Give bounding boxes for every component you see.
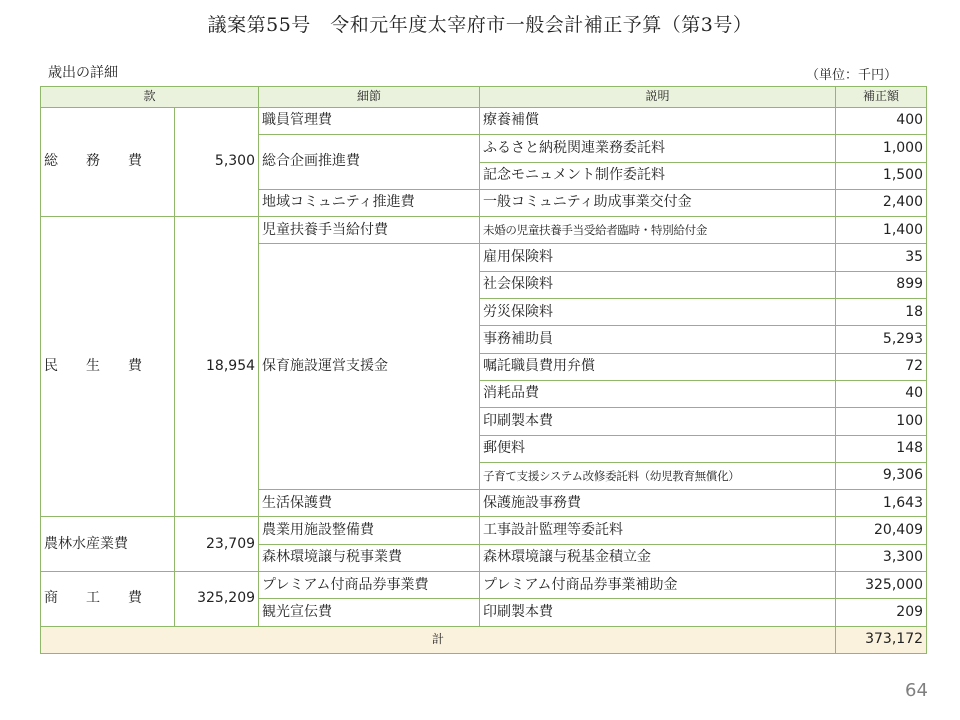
amount-cell: 20,409: [836, 517, 927, 544]
desc-cell: 森林環境譲与税基金積立金: [480, 544, 836, 571]
desc-cell: 社会保険料: [480, 271, 836, 298]
saisetsu-cell: プレミアム付商品券事業費: [259, 572, 480, 599]
desc-cell: ふるさと納税関連業務委託料: [480, 135, 836, 162]
kan-minsei-amount: 18,954: [175, 217, 259, 517]
kan-shoukou: 商 工 費: [41, 572, 175, 627]
amount-cell: 1,400: [836, 217, 927, 244]
desc-cell: 事務補助員: [480, 326, 836, 353]
unit-label: （単位：千円）: [806, 68, 898, 83]
amount-cell: 1,500: [836, 162, 927, 189]
desc-cell: 一般コミュニティ助成事業交付金: [480, 189, 836, 216]
saisetsu-cell: 農業用施設整備費: [259, 517, 480, 544]
desc-cell: 嘱託職員費用弁償: [480, 353, 836, 380]
desc-cell: 消耗品費: [480, 380, 836, 407]
saisetsu-cell: 森林環境譲与税事業費: [259, 544, 480, 571]
kan-nourin: 農林水産業費: [41, 517, 175, 572]
saisetsu-cell: 生活保護費: [259, 490, 480, 517]
table-row: [41, 108, 927, 135]
page-title: 議案第55号 令和元年度太宰府市一般会計補正予算（第3号）: [207, 14, 753, 36]
table-row: [41, 517, 927, 544]
section-subtitle: 歳出の詳細: [48, 65, 118, 81]
kan-nourin-amount: 23,709: [175, 517, 259, 572]
amount-cell: 100: [836, 408, 927, 435]
amount-cell: 72: [836, 353, 927, 380]
saisetsu-cell: 総合企画推進費: [259, 135, 480, 190]
saisetsu-cell: 観光宣伝費: [259, 599, 480, 626]
budget-table: [40, 86, 927, 654]
amount-cell: 899: [836, 271, 927, 298]
amount-cell: 2,400: [836, 189, 927, 216]
header-hoseigaku: 補正額: [836, 87, 927, 108]
amount-cell: 9,306: [836, 462, 927, 489]
header-saisetsu: 細節: [259, 87, 480, 108]
desc-cell: 印刷製本費: [480, 408, 836, 435]
kan-shoukou-amount: 325,209: [175, 572, 259, 627]
amount-cell: 3,300: [836, 544, 927, 571]
header-kan: 款: [41, 87, 259, 108]
kan-soumu: 総 務 費: [41, 108, 175, 217]
saisetsu-cell: 地域コミュニティ推進費: [259, 189, 480, 216]
total-amount: 373,172: [836, 626, 927, 653]
amount-cell: 400: [836, 108, 927, 135]
kan-soumu-amount: 5,300: [175, 108, 259, 217]
amount-cell: 1,000: [836, 135, 927, 162]
amount-cell: 325,000: [836, 572, 927, 599]
header-setsumei: 説明: [480, 87, 836, 108]
saisetsu-cell: 児童扶養手当給付費: [259, 217, 480, 244]
desc-cell: 子育て支援システム改修委託料（幼児教育無償化）: [480, 462, 836, 489]
total-row: [41, 626, 927, 653]
amount-cell: 209: [836, 599, 927, 626]
kan-minsei: 民 生 費: [41, 217, 175, 517]
desc-cell: 工事設計監理等委託料: [480, 517, 836, 544]
desc-cell: 保護施設事務費: [480, 490, 836, 517]
header-row: [41, 87, 927, 108]
total-label: 計: [41, 626, 836, 653]
amount-cell: 35: [836, 244, 927, 271]
amount-cell: 5,293: [836, 326, 927, 353]
desc-cell: 記念モニュメント制作委託料: [480, 162, 836, 189]
amount-cell: 1,643: [836, 490, 927, 517]
desc-cell: 療養補償: [480, 108, 836, 135]
saisetsu-cell: 保育施設運営支援金: [259, 244, 480, 490]
desc-cell: 労災保険料: [480, 299, 836, 326]
table-row: [41, 217, 927, 244]
table-row: [41, 572, 927, 599]
saisetsu-cell: 職員管理費: [259, 108, 480, 135]
desc-cell: 未婚の児童扶養手当受給者臨時・特別給付金: [480, 217, 836, 244]
desc-cell: 印刷製本費: [480, 599, 836, 626]
amount-cell: 148: [836, 435, 927, 462]
desc-cell: 郵便料: [480, 435, 836, 462]
desc-cell: 雇用保険料: [480, 244, 836, 271]
amount-cell: 18: [836, 299, 927, 326]
amount-cell: 40: [836, 380, 927, 407]
page-number: 64: [905, 680, 928, 701]
desc-cell: プレミアム付商品券事業補助金: [480, 572, 836, 599]
